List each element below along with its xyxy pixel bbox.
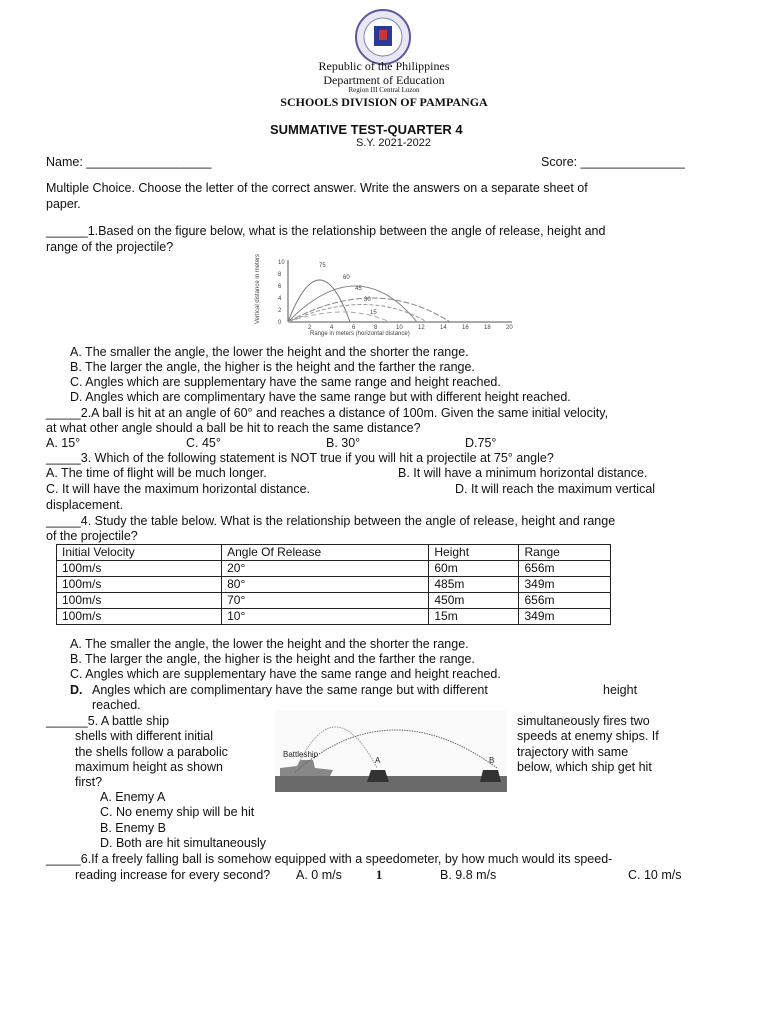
table-cell: 100m/s: [57, 609, 222, 625]
header-cell: Range: [519, 545, 611, 561]
q4-option-b: B. The larger the angle, the higher is the height and the farther the range.: [70, 652, 475, 666]
q1-option-b: B. The larger the angle, the higher is the height and the farther the range.: [70, 360, 475, 374]
velocity-table: [56, 544, 611, 625]
q3-option-a: A. The time of flight will be much longer.: [46, 466, 267, 480]
q3-text: _____3. Which of the following statement is NOT true if you will hit a projectile at 75° angle?: [46, 451, 554, 465]
header-republic: Republic of the Philippines: [318, 59, 450, 73]
q4-option-a: A. The smaller the angle, the lower the height and the shorter the range.: [70, 637, 469, 651]
graph-ylabel: Vertical distance in meters: [255, 253, 261, 324]
angle-label-75: 75: [319, 263, 326, 269]
q1-option-c: C. Angles which are supplementary have the same range and height reached.: [70, 375, 501, 389]
q4-option-d-end: reached.: [92, 698, 141, 712]
x-tick-label: 14: [440, 325, 447, 331]
q5-left-1: shells with different initial: [75, 729, 214, 743]
table-cell: 656m: [519, 593, 611, 609]
table-header-row: [57, 545, 611, 561]
table-cell: 70°: [222, 593, 429, 609]
header-cell: Angle Of Release: [222, 545, 429, 561]
q3-option-d: D. It will reach the maximum vertical: [455, 482, 656, 496]
table-cell: 10°: [222, 609, 429, 625]
score-field: Score: _______________: [541, 155, 685, 169]
q6-option-a: A. 0 m/s: [296, 868, 342, 882]
y-tick-label: 8: [278, 272, 282, 278]
instructions-cont: paper.: [46, 197, 81, 211]
q3-option-d-cont: displacement.: [46, 498, 124, 512]
projectile-graph: [250, 252, 530, 338]
battleship-label: Battleship: [283, 750, 319, 759]
x-tick-label: 4: [330, 325, 334, 331]
q4-option-d-letter: D.: [70, 683, 83, 697]
angle-label-30: 30: [364, 297, 371, 303]
x-tick-label: 20: [506, 325, 513, 331]
y-tick-label: 4: [278, 296, 282, 302]
table-cell: 450m: [429, 593, 519, 609]
q5-left-3: maximum height as shown: [75, 760, 223, 774]
x-tick-label: 8: [374, 325, 378, 331]
battleship-figure: [275, 710, 507, 792]
q4-option-d-height: height: [603, 683, 638, 697]
test-title: SUMMATIVE TEST-QUARTER 4: [270, 122, 463, 137]
q4-text: _____4. Study the table below. What is the relationship between the angle of release, height and range: [46, 514, 616, 528]
q5-option-b: B. Enemy B: [100, 821, 166, 835]
q2-text: _____2.A ball is hit at an angle of 60° and reaches a distance of 100m. Given the same initial velocity,: [46, 406, 609, 420]
angle-label-45: 45: [355, 286, 362, 292]
header-region: Region III Central Luzon: [348, 86, 420, 94]
y-tick-label: 10: [278, 260, 285, 266]
q1-text-cont: range of the projectile?: [46, 240, 174, 254]
ship-b-label: B: [489, 756, 495, 765]
q5-option-a: A. Enemy A: [100, 790, 166, 804]
q2-text-cont: at what other angle should a ball be hit to reach the same distance?: [46, 421, 421, 435]
y-tick-label: 6: [278, 284, 282, 290]
q1-option-a: A. The smaller the angle, the lower the height and the shorter the range.: [70, 345, 469, 359]
table-cell: 656m: [519, 561, 611, 577]
q2-option-d: D.75°: [465, 436, 497, 450]
q2-option-c: C. 45°: [186, 436, 221, 450]
graph-xlabel: Range in meters (horizontal distance): [310, 331, 410, 337]
q2-option-b: B. 30°: [326, 436, 361, 450]
table-row: [57, 609, 611, 625]
q1-option-d: D. Angles which are complimentary have the same range but with different height reached.: [70, 390, 571, 404]
deped-seal-logo: [352, 8, 414, 66]
x-tick-label: 6: [352, 325, 356, 331]
angle-label-60: 60: [343, 275, 350, 281]
header-cell: Height: [429, 545, 519, 561]
q2-option-a: A. 15°: [46, 436, 81, 450]
table-cell: 80°: [222, 577, 429, 593]
x-tick-label: 16: [462, 325, 469, 331]
q5-right-3: below, which ship get hit: [517, 760, 652, 774]
table-row: [57, 561, 611, 577]
q5-right-2: trajectory with same: [517, 745, 629, 759]
table-cell: 349m: [519, 609, 611, 625]
table-cell: 60m: [429, 561, 519, 577]
table-cell: 349m: [519, 577, 611, 593]
table-cell: 100m/s: [57, 593, 222, 609]
q5-option-d: D. Both are hit simultaneously: [100, 836, 267, 850]
x-tick-label: 12: [418, 325, 425, 331]
q3-option-b: B. It will have a minimum horizontal distance.: [398, 466, 648, 480]
header-department: Department of Education: [323, 73, 445, 87]
school-year: S.Y. 2021-2022: [356, 137, 432, 149]
q1-text: ______1.Based on the figure below, what is the relationship between the angle of release, height and: [46, 224, 606, 238]
y-tick-label: 2: [278, 308, 282, 314]
x-tick-label: 18: [484, 325, 491, 331]
q6-text: _____6.If a freely falling ball is somehow equipped with a speedometer, by how much would its speed-: [46, 852, 613, 866]
q5-left-0: ______5. A battle ship: [46, 714, 170, 728]
q6-option-b: B. 9.8 m/s: [440, 868, 497, 882]
header-division: SCHOOLS DIVISION OF PAMPANGA: [280, 95, 488, 109]
page-number: 1: [376, 868, 383, 882]
table-cell: 15m: [429, 609, 519, 625]
header-cell: Initial Velocity: [57, 545, 222, 561]
table-row: [57, 593, 611, 609]
q5-option-c: C. No enemy ship will be hit: [100, 805, 255, 819]
name-field: Name: __________________: [46, 155, 212, 169]
q5-left-2: the shells follow a parabolic: [75, 745, 228, 759]
x-tick-label: 10: [396, 325, 403, 331]
q4-option-d: Angles which are complimentary have the same range but with different: [92, 683, 488, 697]
q6-text-cont: reading increase for every second?: [75, 868, 271, 882]
table-cell: 20°: [222, 561, 429, 577]
x-tick-label: 2: [308, 325, 312, 331]
table-cell: 485m: [429, 577, 519, 593]
table-cell: 100m/s: [57, 561, 222, 577]
angle-label-15: 15: [370, 310, 377, 316]
table-cell: 100m/s: [57, 577, 222, 593]
q6-option-c: C. 10 m/s: [628, 868, 682, 882]
ship-a-label: A: [375, 756, 381, 765]
q4-text-cont: of the projectile?: [46, 529, 138, 543]
q3-option-c: C. It will have the maximum horizontal distance.: [46, 482, 310, 496]
q4-option-c: C. Angles which are supplementary have the same range and height reached.: [70, 667, 501, 681]
q5-right-1: speeds at enemy ships. If: [517, 729, 659, 743]
y-tick-label: 0: [278, 320, 282, 326]
instructions: Multiple Choice. Choose the letter of the correct answer. Write the answers on a separate sheet of: [46, 181, 588, 195]
q5-right-0: simultaneously fires two: [517, 714, 650, 728]
table-row: [57, 577, 611, 593]
q5-left-4: first?: [75, 775, 103, 789]
